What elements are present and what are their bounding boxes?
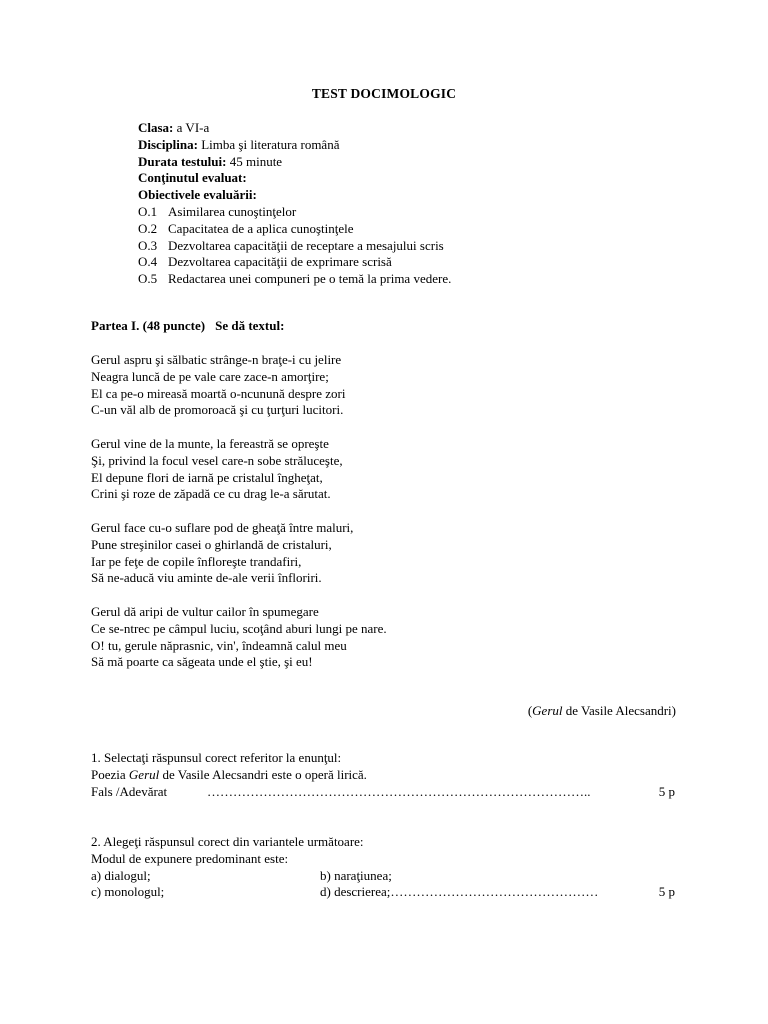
option-a: a) dialogul; bbox=[91, 867, 151, 883]
options-row bbox=[91, 884, 675, 901]
objective-item bbox=[138, 221, 451, 238]
answer-dots: ………………………………………… bbox=[390, 884, 599, 900]
objective-code: O.3 bbox=[138, 237, 158, 253]
question-2 bbox=[91, 834, 675, 901]
option-c: c) monologul; bbox=[91, 884, 165, 900]
poem-line: Gerul dă aripi de vultur cailor în spumegare bbox=[91, 603, 319, 619]
poem-line: Gerul face cu-o suflare pod de gheaţă între maluri, bbox=[91, 519, 354, 535]
poem-line: Neagra luncă de pe vale care zace-n amorţire; bbox=[91, 368, 329, 384]
question-1 bbox=[91, 750, 675, 800]
objectives-label: Obiectivele evaluării: bbox=[138, 187, 257, 203]
content-line bbox=[138, 170, 451, 187]
objective-item bbox=[138, 238, 451, 255]
attribution-title: Gerul bbox=[532, 703, 563, 718]
objectives-line bbox=[138, 187, 451, 204]
poem-line: Şi, privind la focul vesel care-n sobe străluceşte, bbox=[91, 452, 343, 468]
objective-item bbox=[138, 254, 451, 271]
poem-line: Pune streşinilor casei o ghirlandă de cristaluri, bbox=[91, 536, 332, 552]
poem-line: Să ne-aducă viu aminte de-ale verii înfloriri. bbox=[91, 570, 322, 586]
statement-pre: Poezia bbox=[91, 766, 129, 782]
statement-title: Gerul bbox=[128, 766, 160, 782]
poem-line: Gerul aspru şi sălbatic strânge-n braţe-i cu jelire bbox=[91, 352, 342, 367]
subject-line bbox=[138, 137, 451, 154]
poem-line: Crini şi roze de zăpadă ce cu drag le-a sărutat. bbox=[91, 486, 331, 502]
class-line bbox=[138, 120, 451, 137]
objective-text: Dezvoltarea capacităţii de exprimare scrisă bbox=[168, 254, 392, 270]
objective-item bbox=[138, 271, 451, 288]
poem-line: O! tu, gerule năprasnic, vin', îndeamnă calul meu bbox=[91, 637, 347, 653]
objective-item bbox=[138, 204, 451, 221]
question-1-points: 5 p bbox=[658, 783, 675, 799]
objective-text: Capacitatea de a aplica cunoştinţele bbox=[168, 220, 354, 236]
objective-code: O.4 bbox=[138, 254, 158, 270]
test-metadata bbox=[138, 120, 451, 288]
class-label: Clasa: bbox=[138, 120, 174, 135]
attribution-open: ( bbox=[527, 703, 533, 718]
poem-stanza bbox=[91, 436, 387, 503]
objective-text: Redactarea unei compuneri pe o temă la prima vedere. bbox=[168, 271, 452, 287]
question-2-statement: Modul de expunere predominant este: bbox=[91, 850, 289, 866]
subject-value: Limba şi literatura română bbox=[197, 136, 340, 152]
objective-code: O.5 bbox=[138, 271, 158, 287]
attribution-author: de Vasile Alecsandri) bbox=[562, 703, 676, 718]
question-1-statement bbox=[91, 767, 675, 784]
poem-text bbox=[91, 352, 387, 688]
poem-line: El ca pe-o mireasă moartă o-ncunună despre zori bbox=[91, 385, 346, 401]
poem-stanza bbox=[91, 352, 387, 419]
poem-line: Ce se-ntrec pe câmpul luciu, scoţând aburi lungi pe nare. bbox=[91, 620, 387, 636]
part-one-label: Partea I. (48 puncte) bbox=[91, 318, 206, 333]
part-one-instruction: Se dă textul: bbox=[215, 318, 285, 333]
part-one-heading bbox=[91, 318, 284, 335]
poem-stanza bbox=[91, 520, 387, 587]
subject-label: Disciplina: bbox=[138, 136, 198, 152]
question-1-answer-row bbox=[91, 784, 675, 801]
page-title: TEST DOCIMOLOGIC bbox=[311, 86, 457, 101]
statement-post: de Vasile Alecsandri este o operă lirică. bbox=[159, 766, 367, 782]
duration-value: 45 minute bbox=[226, 153, 283, 169]
duration-label: Durata testului: bbox=[138, 153, 227, 169]
question-2-prompt: 2. Alegeţi răspunsul corect din variantele următoare: bbox=[91, 834, 364, 849]
poem-line: Gerul vine de la munte, la fereastră se opreşte bbox=[91, 435, 329, 451]
poem-attribution bbox=[528, 703, 676, 720]
option-d: d) descrierea; bbox=[320, 884, 391, 900]
options-row bbox=[91, 868, 675, 885]
poem-line: El depune flori de iarnă pe cristalul îngheţat, bbox=[91, 469, 323, 485]
poem-line: Iar pe feţe de copile înfloreşte trandafiri, bbox=[91, 553, 302, 569]
poem-line: Să mă poarte ca săgeata unde el ştie, şi eu! bbox=[91, 654, 313, 670]
objective-code: O.2 bbox=[138, 220, 158, 236]
answer-label: Fals /Adevărat bbox=[91, 783, 168, 799]
poem-line: C-un văl alb de promoroacă şi cu ţurţuri lucitori. bbox=[91, 402, 344, 418]
answer-dots: …………………………………………………………………………….. bbox=[207, 783, 591, 799]
objective-text: Dezvoltarea capacităţii de receptare a mesajului scris bbox=[168, 237, 444, 253]
option-b: b) naraţiunea; bbox=[320, 867, 392, 883]
class-value: a VI-a bbox=[173, 120, 210, 135]
content-label: Conţinutul evaluat: bbox=[138, 170, 247, 186]
question-1-prompt: 1. Selectaţi răspunsul corect referitor la enunţul: bbox=[91, 750, 342, 765]
objective-code: O.1 bbox=[138, 203, 158, 219]
poem-stanza bbox=[91, 604, 387, 671]
duration-line bbox=[138, 154, 451, 171]
question-2-points: 5 p bbox=[658, 884, 675, 900]
objective-text: Asimilarea cunoştinţelor bbox=[168, 203, 297, 219]
